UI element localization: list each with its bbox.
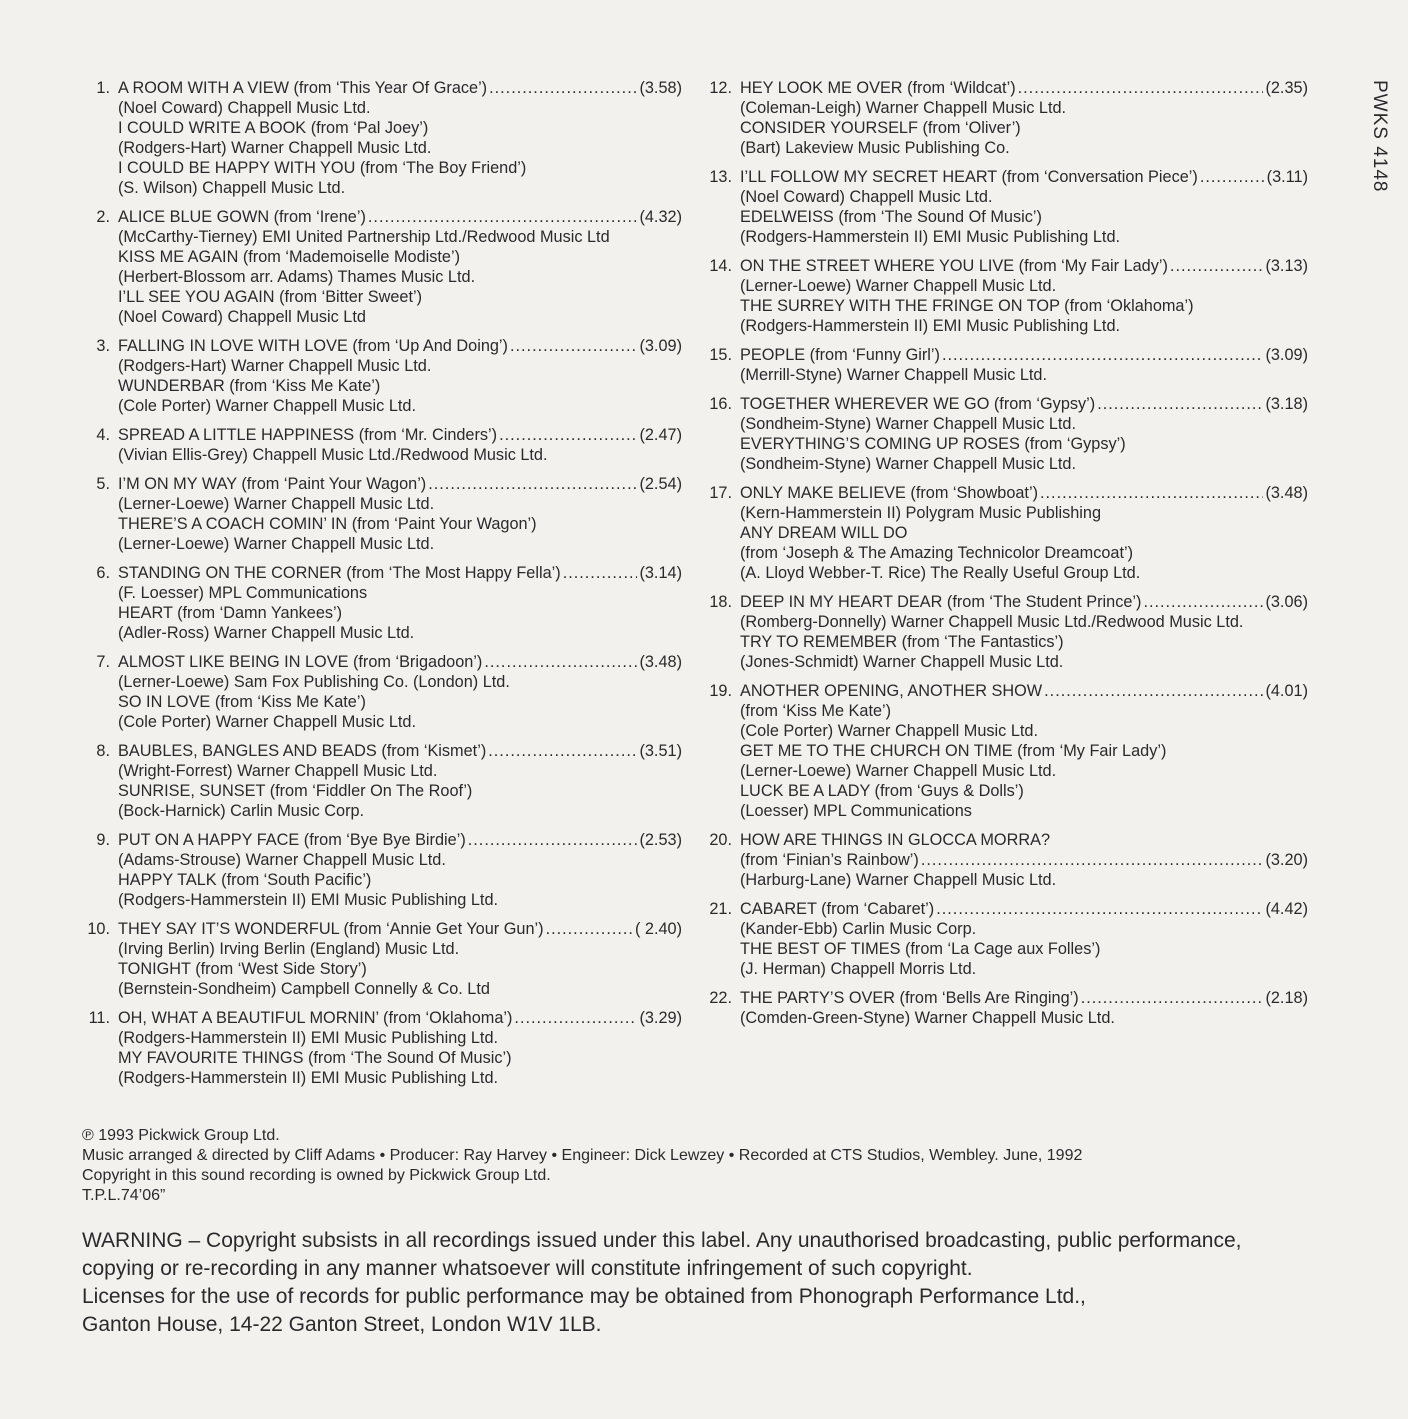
- track-entry: [706, 988, 1308, 1028]
- track-entry: [706, 167, 1308, 247]
- track-credit-line: (Coleman-Leigh) Warner Chappell Music Ltd.: [740, 99, 1067, 117]
- dot-leader: [1044, 681, 1263, 701]
- track-credit-line: I COULD BE HAPPY WITH YOU (from ‘The Boy Friend’): [118, 159, 527, 177]
- track-heading: [84, 78, 682, 98]
- track-subtitle: (from ‘Finian’s Rainbow’): [740, 851, 919, 869]
- warning-line: copying or re-recording in any manner whatsoever will constitute infringement of such copyright.: [82, 1257, 973, 1280]
- dot-leader: [510, 336, 637, 356]
- track-title: THEY SAY IT’S WONDERFUL (from ‘Annie Get Your Gun’): [118, 920, 544, 938]
- track-title: ANOTHER OPENING, ANOTHER SHOW: [740, 682, 1043, 700]
- track-entry: [706, 681, 1308, 821]
- track-duration: (2.18): [1265, 989, 1308, 1007]
- track-heading: [706, 988, 1308, 1008]
- track-credit-line: HAPPY TALK (from ‘South Pacific’): [118, 871, 372, 889]
- track-credit-line: (Lerner-Loewe) Warner Chappell Music Ltd.: [118, 495, 435, 513]
- track-number: 7.: [96, 653, 110, 671]
- dot-leader: [1170, 256, 1264, 276]
- track-duration: (3.09): [639, 337, 682, 355]
- track-list-left: [84, 78, 682, 1097]
- track-number: 6.: [96, 564, 110, 582]
- track-credit-line: (Jones-Schmidt) Warner Chappell Music Ltd.: [740, 653, 1064, 671]
- track-credit-line: (Cole Porter) Warner Chappell Music Ltd.: [118, 713, 416, 731]
- track-credit-line: (Noel Coward) Chappell Music Ltd.: [740, 188, 993, 206]
- track-entry: [706, 256, 1308, 336]
- track-credit-line: (from ‘Kiss Me Kate’): [740, 702, 892, 720]
- track-title: ALICE BLUE GOWN (from ‘Irene’): [118, 208, 366, 226]
- track-credit-line: (Lerner-Loewe) Warner Chappell Music Ltd.: [118, 535, 435, 553]
- dot-leader: [499, 425, 637, 445]
- track-entry: [84, 78, 682, 198]
- track-credit-line: (F. Loesser) MPL Communications: [118, 584, 368, 602]
- track-duration: (4.01): [1265, 682, 1308, 700]
- track-credit-line: (Cole Porter) Warner Chappell Music Ltd.: [740, 722, 1038, 740]
- track-number: 18.: [709, 593, 732, 611]
- track-credit-line: (S. Wilson) Chappell Music Ltd.: [118, 179, 346, 197]
- warning-line: Licenses for the use of records for public performance may be obtained from Phonograph Performance Ltd.,: [82, 1285, 1086, 1308]
- track-heading: [706, 592, 1308, 612]
- track-credit-line: (Romberg-Donnelly) Warner Chappell Music Ltd./Redwood Music Ltd.: [740, 613, 1244, 631]
- track-credit-line: (Bock-Harnick) Carlin Music Corp.: [118, 802, 365, 820]
- dot-leader: [468, 830, 638, 850]
- dot-leader: [942, 345, 1264, 365]
- track-credit-line: (Rodgers-Hart) Warner Chappell Music Ltd.: [118, 357, 432, 375]
- track-entry: [84, 336, 682, 416]
- track-duration: (2.53): [639, 831, 682, 849]
- track-credit-line: (J. Herman) Chappell Morris Ltd.: [740, 960, 977, 978]
- track-entry: [84, 563, 682, 643]
- track-credit-line: (Harburg-Lane) Warner Chappell Music Ltd.: [740, 871, 1057, 889]
- warning-line: WARNING – Copyright subsists in all recordings issued under this label. Any unauthorised broadcasting, public performance,: [82, 1229, 1242, 1252]
- track-credit-line: (Adams-Strouse) Warner Chappell Music Ltd.: [118, 851, 446, 869]
- track-heading: [84, 1008, 682, 1028]
- track-title: HEY LOOK ME OVER (from ‘Wildcat’): [740, 79, 1016, 97]
- dot-leader: [546, 919, 633, 939]
- track-credit-line: (Rodgers-Hammerstein II) EMI Music Publishing Ltd.: [118, 1069, 499, 1087]
- track-heading: [706, 167, 1308, 187]
- track-credit-line: EDELWEISS (from ‘The Sound Of Music’): [740, 208, 1042, 226]
- track-title: ALMOST LIKE BEING IN LOVE (from ‘Brigadoon’): [118, 653, 483, 671]
- track-number: 11.: [88, 1009, 110, 1027]
- track-duration: (3.09): [1265, 346, 1308, 364]
- track-credit-line: (Bernstein-Sondheim) Campbell Connelly & Co. Ltd: [118, 980, 490, 998]
- track-title: ON THE STREET WHERE YOU LIVE (from ‘My Fair Lady’): [740, 257, 1168, 275]
- track-credit-line: THE SURREY WITH THE FRINGE ON TOP (from ‘Oklahoma’): [740, 297, 1194, 315]
- track-credit-line: (Wright-Forrest) Warner Chappell Music Ltd.: [118, 762, 438, 780]
- track-heading: [706, 256, 1308, 276]
- track-number: 9.: [96, 831, 110, 849]
- dot-leader: [514, 1008, 637, 1028]
- track-credit-line: (A. Lloyd Webber-T. Rice) The Really Useful Group Ltd.: [740, 564, 1141, 582]
- track-number: 19.: [709, 682, 732, 700]
- track-credit-line: GET ME TO THE CHURCH ON TIME (from ‘My Fair Lady’): [740, 742, 1167, 760]
- track-subheading: [706, 850, 1308, 870]
- track-credit-line: (Vivian Ellis-Grey) Chappell Music Ltd./Redwood Music Ltd.: [118, 446, 548, 464]
- track-duration: (3.51): [639, 742, 682, 760]
- track-credit-line: (Noel Coward) Chappell Music Ltd.: [118, 99, 371, 117]
- track-number: 21.: [709, 900, 732, 918]
- dot-leader: [921, 850, 1264, 870]
- track-credit-line: HEART (from ‘Damn Yankees’): [118, 604, 343, 622]
- track-credit-line: KISS ME AGAIN (from ‘Mademoiselle Modiste’): [118, 248, 461, 266]
- track-title: THE PARTY’S OVER (from ‘Bells Are Ringing’): [740, 989, 1079, 1007]
- track-credit-line: (Kander-Ebb) Carlin Music Corp.: [740, 920, 977, 938]
- track-credit-line: (Lerner-Loewe) Warner Chappell Music Ltd.: [740, 762, 1057, 780]
- track-credit-line: CONSIDER YOURSELF (from ‘Oliver’): [740, 119, 1021, 137]
- track-heading: [706, 483, 1308, 503]
- credits-line: Copyright in this sound recording is owned by Pickwick Group Ltd.: [82, 1167, 551, 1184]
- track-heading: [84, 919, 682, 939]
- track-title: DEEP IN MY HEART DEAR (from ‘The Student Prince’): [740, 593, 1142, 611]
- track-number: 17.: [709, 484, 732, 502]
- dot-leader: [1200, 167, 1265, 187]
- track-credit-line: (Sondheim-Styne) Warner Chappell Music Ltd.: [740, 455, 1077, 473]
- credits-line: Music arranged & directed by Cliff Adams • Producer: Ray Harvey • Engineer: Dick Lewzey • Recorded at CTS Studios, Wembley. June, 1992: [82, 1147, 1083, 1164]
- track-list-right: [706, 78, 1308, 1037]
- track-credit-line: (Comden-Green-Styne) Warner Chappell Music Ltd.: [740, 1009, 1115, 1027]
- dot-leader: [1081, 988, 1264, 1008]
- track-number: 15.: [709, 346, 732, 364]
- track-credit-line: WUNDERBAR (from ‘Kiss Me Kate’): [118, 377, 381, 395]
- track-title: I’LL FOLLOW MY SECRET HEART (from ‘Conversation Piece’): [740, 168, 1198, 186]
- track-credit-line: SUNRISE, SUNSET (from ‘Fiddler On The Roof’): [118, 782, 473, 800]
- track-number: 12.: [709, 79, 732, 97]
- track-number: 10.: [87, 920, 110, 938]
- track-title: TOGETHER WHEREVER WE GO (from ‘Gypsy’): [740, 395, 1096, 413]
- warning-line: Ganton House, 14-22 Ganton Street, London W1V 1LB.: [82, 1313, 602, 1336]
- track-duration: ( 2.40): [634, 920, 682, 938]
- track-title: OH, WHAT A BEAUTIFUL MORNIN’ (from ‘Oklahoma’): [118, 1009, 513, 1027]
- track-duration: (2.35): [1265, 79, 1308, 97]
- track-duration: (2.54): [639, 475, 682, 493]
- track-credit-line: (Irving Berlin) Irving Berlin (England) Music Ltd.: [118, 940, 460, 958]
- dot-leader: [1097, 394, 1263, 414]
- credits-line: T.P.L.74’06”: [82, 1187, 166, 1204]
- track-title: FALLING IN LOVE WITH LOVE (from ‘Up And Doing’): [118, 337, 508, 355]
- track-entry: [706, 394, 1308, 474]
- track-number: 1.: [96, 79, 110, 97]
- track-title: HOW ARE THINGS IN GLOCCA MORRA?: [740, 831, 1050, 849]
- track-heading: [84, 207, 682, 227]
- track-duration: (3.29): [639, 1009, 682, 1027]
- track-duration: (3.48): [639, 653, 682, 671]
- track-duration: (4.42): [1265, 900, 1308, 918]
- track-duration: (3.18): [1265, 395, 1308, 413]
- track-number: 16.: [709, 395, 732, 413]
- track-number: 13.: [709, 168, 732, 186]
- track-heading: [706, 899, 1308, 919]
- track-credit-line: (Cole Porter) Warner Chappell Music Ltd.: [118, 397, 416, 415]
- track-entry: [84, 919, 682, 999]
- track-heading: [84, 741, 682, 761]
- dot-leader: [936, 899, 1263, 919]
- track-credit-line: (Noel Coward) Chappell Music Ltd: [118, 308, 366, 326]
- track-heading: [706, 681, 1308, 701]
- credits-block: [82, 1126, 1082, 1206]
- track-credit-line: (McCarthy-Tierney) EMI United Partnership Ltd./Redwood Music Ltd: [118, 228, 610, 246]
- track-credit-line: (Lerner-Loewe) Warner Chappell Music Ltd.: [740, 277, 1057, 295]
- track-credit-line: (Herbert-Blossom arr. Adams) Thames Music Ltd.: [118, 268, 476, 286]
- track-entry: [84, 1008, 682, 1088]
- track-credit-line: I COULD WRITE A BOOK (from ‘Pal Joey’): [118, 119, 429, 137]
- dot-leader: [1143, 592, 1263, 612]
- track-credit-line: (Lerner-Loewe) Sam Fox Publishing Co. (London) Ltd.: [118, 673, 510, 691]
- track-heading: [706, 830, 1308, 850]
- track-entry: [84, 207, 682, 327]
- track-credit-line: (Loesser) MPL Communications: [740, 802, 972, 820]
- dot-leader: [489, 78, 637, 98]
- track-credit-line: ANY DREAM WILL DO: [740, 524, 908, 542]
- track-number: 5.: [96, 475, 110, 493]
- track-heading: [84, 425, 682, 445]
- track-number: 20.: [709, 831, 732, 849]
- track-credit-line: (Rodgers-Hammerstein II) EMI Music Publishing Ltd.: [118, 1029, 499, 1047]
- track-credit-line: (Rodgers-Hammerstein II) EMI Music Publishing Ltd.: [118, 891, 499, 909]
- dot-leader: [488, 741, 637, 761]
- track-number: 4.: [96, 426, 110, 444]
- track-number: 8.: [96, 742, 110, 760]
- track-number: 14.: [709, 257, 732, 275]
- track-duration: (4.32): [639, 208, 682, 226]
- track-title: PUT ON A HAPPY FACE (from ‘Bye Bye Birdie’): [118, 831, 466, 849]
- track-number: 2.: [96, 208, 110, 226]
- dot-leader: [563, 563, 638, 583]
- dot-leader: [428, 474, 637, 494]
- track-credit-line: EVERYTHING’S COMING UP ROSES (from ‘Gypsy’): [740, 435, 1126, 453]
- track-entry: [706, 78, 1308, 158]
- track-title: SPREAD A LITTLE HAPPINESS (from ‘Mr. Cinders’): [118, 426, 498, 444]
- track-entry: [84, 741, 682, 821]
- track-title: BAUBLES, BANGLES AND BEADS (from ‘Kismet’): [118, 742, 487, 760]
- track-entry: [84, 474, 682, 554]
- dot-leader: [1040, 483, 1263, 503]
- track-entry: [706, 899, 1308, 979]
- track-credit-line: (Kern-Hammerstein II) Polygram Music Publishing: [740, 504, 1102, 522]
- track-credit-line: I’LL SEE YOU AGAIN (from ‘Bitter Sweet’): [118, 288, 423, 306]
- track-credit-line: TONIGHT (from ‘West Side Story’): [118, 960, 367, 978]
- track-heading: [84, 474, 682, 494]
- catalog-number: PWKS 4148: [1369, 80, 1390, 193]
- track-credit-line: MY FAVOURITE THINGS (from ‘The Sound Of Music’): [118, 1049, 512, 1067]
- track-title: ONLY MAKE BELIEVE (from ‘Showboat’): [740, 484, 1038, 502]
- track-entry: [84, 652, 682, 732]
- track-title: A ROOM WITH A VIEW (from ‘This Year Of Grace’): [118, 79, 488, 97]
- track-duration: (3.13): [1265, 257, 1308, 275]
- track-heading: [84, 563, 682, 583]
- credits-line: ℗ 1993 Pickwick Group Ltd.: [82, 1127, 280, 1144]
- track-credit-line: (Rodgers-Hammerstein II) EMI Music Publishing Ltd.: [740, 228, 1121, 246]
- track-title: PEOPLE (from ‘Funny Girl’): [740, 346, 940, 364]
- track-entry: [706, 483, 1308, 583]
- track-duration: (3.06): [1265, 593, 1308, 611]
- dot-leader: [1018, 78, 1264, 98]
- track-credit-line: (from ‘Joseph & The Amazing Technicolor Dreamcoat’): [740, 544, 1134, 562]
- track-entry: [84, 425, 682, 465]
- track-credit-line: (Rodgers-Hammerstein II) EMI Music Publishing Ltd.: [740, 317, 1121, 335]
- track-entry: [706, 345, 1308, 385]
- track-entry: [84, 830, 682, 910]
- track-heading: [706, 394, 1308, 414]
- track-duration: (3.48): [1265, 484, 1308, 502]
- track-number: 22.: [709, 989, 732, 1007]
- track-heading: [706, 345, 1308, 365]
- track-credit-line: THERE’S A COACH COMIN’ IN (from ‘Paint Your Wagon’): [118, 515, 537, 533]
- track-duration: (2.47): [639, 426, 682, 444]
- track-number: 3.: [96, 337, 110, 355]
- track-duration: (3.20): [1265, 851, 1308, 869]
- track-credit-line: (Merrill-Styne) Warner Chappell Music Ltd.: [740, 366, 1048, 384]
- track-entry: [706, 592, 1308, 672]
- track-credit-line: (Adler-Ross) Warner Chappell Music Ltd.: [118, 624, 415, 642]
- track-title: I’M ON MY WAY (from ‘Paint Your Wagon’): [118, 475, 427, 493]
- track-credit-line: THE BEST OF TIMES (from ‘La Cage aux Folles’): [740, 940, 1101, 958]
- track-title: CABARET (from ‘Cabaret’): [740, 900, 935, 918]
- track-heading: [84, 336, 682, 356]
- track-duration: (3.11): [1266, 168, 1308, 186]
- track-duration: (3.58): [639, 79, 682, 97]
- track-heading: [84, 830, 682, 850]
- dot-leader: [368, 207, 638, 227]
- track-title: STANDING ON THE CORNER (from ‘The Most Happy Fella’): [118, 564, 561, 582]
- track-credit-line: TRY TO REMEMBER (from ‘The Fantastics’): [740, 633, 1064, 651]
- copyright-warning: [82, 1227, 1322, 1339]
- track-heading: [84, 652, 682, 672]
- dot-leader: [484, 652, 637, 672]
- track-credit-line: (Rodgers-Hart) Warner Chappell Music Ltd.: [118, 139, 432, 157]
- track-heading: [706, 78, 1308, 98]
- track-credit-line: LUCK BE A LADY (from ‘Guys & Dolls’): [740, 782, 1024, 800]
- track-duration: (3.14): [639, 564, 682, 582]
- track-entry: [706, 830, 1308, 890]
- track-credit-line: (Sondheim-Styne) Warner Chappell Music Ltd.: [740, 415, 1077, 433]
- track-credit-line: SO IN LOVE (from ‘Kiss Me Kate’): [118, 693, 366, 711]
- track-credit-line: (Bart) Lakeview Music Publishing Co.: [740, 139, 1010, 157]
